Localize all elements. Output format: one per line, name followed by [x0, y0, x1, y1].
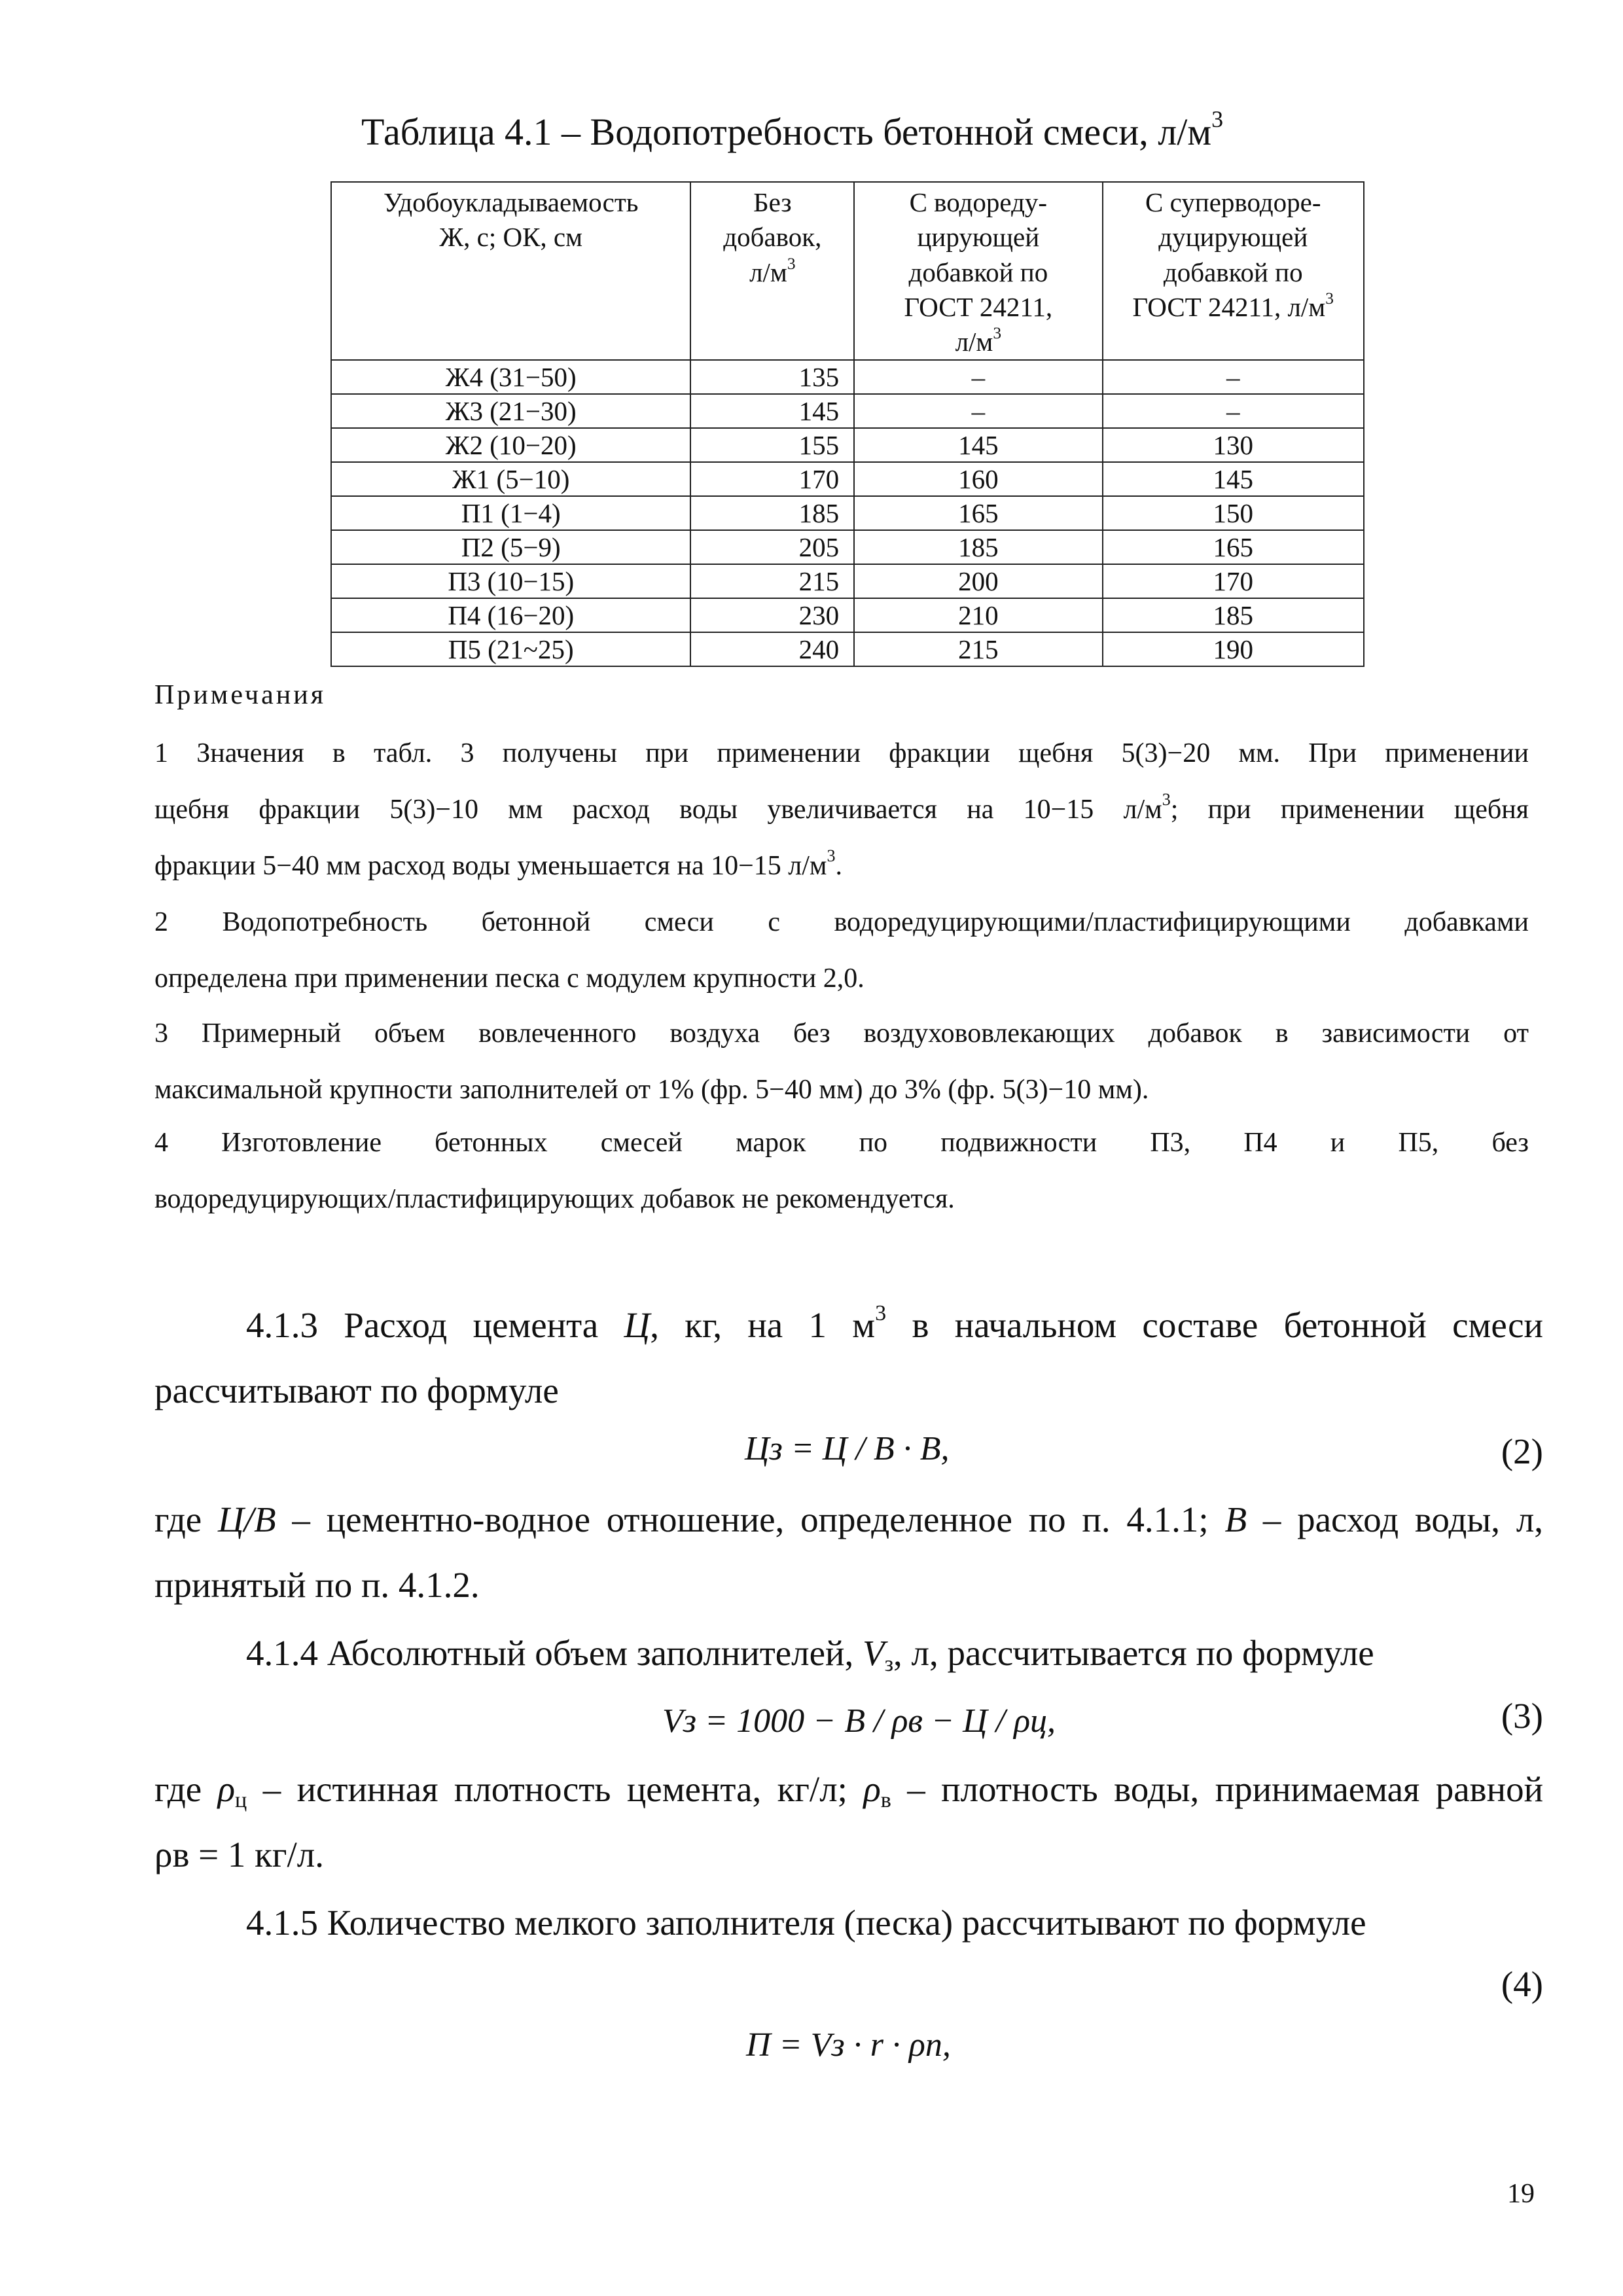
note-3: 3 Примерный объем вовлеченного воздуха без воздухововлекающих добавок в зависимости от максимальной крупности заполнителей от 1% (фр. 5−40 мм) до 3% (фр. 5(3)−10 мм).	[154, 1018, 1529, 1105]
table-row: Ж4 (31−50) 135 – –	[331, 360, 1364, 394]
header-no-additives: Без добавок, $л/м^3$	[690, 182, 854, 360]
formula-2: Цз = Ц / В · В,	[745, 1430, 950, 1467]
note-2: 2 Водопотребность бетонной смеси с водоредуцирующими/пластифицирующими добавками определена при применении песка с модулем крупности 2,0.	[154, 907, 1529, 994]
header-superplasticizer: С суперводоре- дуцирующей добавкой по ГОСТ 24211, $л/м^3$	[1103, 182, 1364, 360]
equation-number-4: (4)	[1501, 1964, 1543, 2004]
section-4-1-4-where: где $\rho_ц$ – истинная плотность цемента, кг/л; $\rho_в$ – плотность воды, принимаемая равной ρв = 1 кг/л.	[154, 1769, 1543, 1874]
table-row: П4 (16−20) 230 210 185	[331, 598, 1364, 632]
section-4-1-5: 4.1.5 Количество мелкого заполнителя (песка) рассчитывают по формуле	[246, 1903, 1366, 1943]
table-row: Ж1 (5−10) 170 160 145	[331, 462, 1364, 496]
header-workability: Удобоукладываемость Ж, с; ОК, см	[331, 182, 690, 360]
note-4: 4 Изготовление бетонных смесей марок по подвижности П3, П4 и П5, без водоредуцирующих/пластифицирующих добавок не рекомендуется.	[154, 1128, 1529, 1214]
table-row: П2 (5−9) 205 185 165	[331, 530, 1364, 564]
table-header-row	[331, 182, 1364, 360]
table-caption: Таблица 4.1 – Водопотребность бетонной смеси, $л/м^3$	[361, 106, 1224, 153]
header-reducer-additive: С водореду- цирующей добавкой по ГОСТ 24211, $л/м^3$	[854, 182, 1102, 360]
equation-number-2: (2)	[1501, 1431, 1543, 1471]
formula-3: Vз = 1000 − В / ρв − Ц / ρц,	[662, 1702, 1056, 1740]
note-1: 1 Значения в табл. 3 получены при применении фракции щебня 5(3)−20 мм. При применении щебня фракции 5(3)−10 мм расход воды увеличивается на 10−15 $л/м^3$; при применении щебня фракции 5−40 мм расход воды уменьшается на 10−15 $л/м^3$.	[154, 738, 1529, 881]
formula-4: П = Vз · r · ρп,	[746, 2026, 951, 2064]
section-4-1-4: 4.1.4 Абсолютный объем заполнителей, $V_з$, л, рассчитывается по формуле	[246, 1633, 1374, 1676]
section-4-1-3: 4.1.3 Расход цемента Ц, кг, на 1 $м^3$ в начальном составе бетонной смеси рассчитывают по формуле	[154, 1301, 1543, 1410]
equation-number-3: (3)	[1501, 1696, 1543, 1736]
table-row: Ж2 (10−20) 155 145 130	[331, 428, 1364, 462]
water-demand-table	[330, 181, 1364, 667]
notes-heading: Примечания	[154, 680, 327, 710]
table-row: Ж3 (21−30) 145 – –	[331, 394, 1364, 428]
section-4-1-3-where: где Ц/В – цементно-водное отношение, определенное по п. 4.1.1; В – расход воды, л, принятый по п. 4.1.2.	[154, 1499, 1544, 1605]
page-number: 19	[1507, 2179, 1535, 2209]
table-row: П5 (21~25) 240 215 190	[331, 632, 1364, 666]
table-row: П3 (10−15) 215 200 170	[331, 564, 1364, 598]
table-row: П1 (1−4) 185 165 150	[331, 496, 1364, 530]
